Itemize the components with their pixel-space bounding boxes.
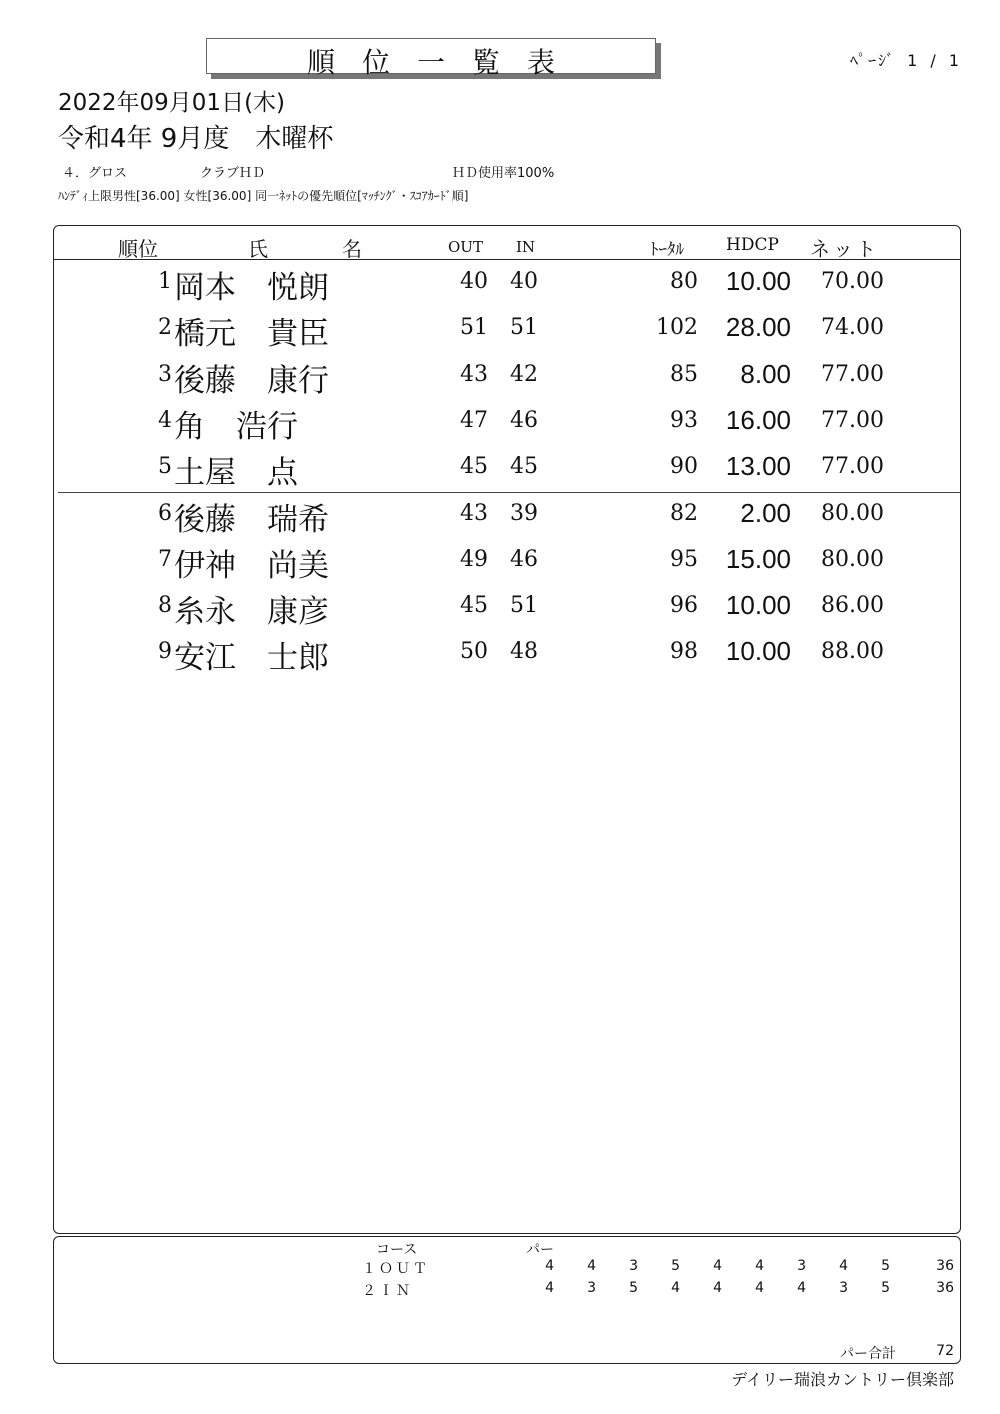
hole-par: 4 [755,1280,764,1296]
player-name: 橋元 貴臣 [174,316,329,352]
total-score: 82 [670,501,698,526]
total-score: 96 [670,593,698,618]
total-score: 102 [656,315,698,340]
out-score: 50 [460,639,488,664]
in-score: 51 [510,593,538,618]
table-row [54,583,960,629]
total-score: 90 [670,454,698,479]
rank-cell: 9 [158,639,172,664]
handicap-rate: ＨＤ使用率100% [452,166,555,181]
hole-par: 3 [839,1280,848,1296]
handicap-type: クラブＨＤ [200,166,266,181]
out-score: 51 [460,315,488,340]
header-hdcp: HDCP [726,235,779,255]
header-name-family: 氏 [248,237,268,261]
hdcp-value: 28.00 [725,312,791,342]
net-score: 77.00 [821,408,884,433]
hdcp-value: 2.00 [740,498,791,528]
page-total: 1 [948,51,962,70]
header-out: OUT [448,238,483,256]
table-row [54,259,960,305]
rank-cell: 6 [158,501,172,526]
page-current: 1 [907,51,920,70]
in-score: 40 [510,269,538,294]
page-indicator [850,48,961,71]
hole-par: 4 [587,1258,596,1274]
course-name: ２ＩＮ [362,1283,413,1299]
out-score: 45 [460,454,488,479]
par-total-label: パー合計 [840,1346,896,1362]
net-score: 77.00 [821,362,884,387]
player-name: 安江 士郎 [174,640,329,676]
net-score: 70.00 [821,269,884,294]
hdcp-value: 8.00 [740,359,791,389]
hole-par: 4 [839,1258,848,1274]
player-name: 伊神 尚美 [174,548,329,584]
club-name: デイリー瑞浪カントリー倶楽部 [731,1370,954,1389]
in-score: 46 [510,547,538,572]
par-total-value: 72 [936,1343,954,1359]
course-par-total: 36 [936,1280,954,1296]
rank-cell: 7 [158,547,172,572]
table-row [54,629,960,675]
player-name: 糸永 康彦 [174,594,329,630]
table-row [54,305,960,351]
total-score: 93 [670,408,698,433]
out-score: 40 [460,269,488,294]
course-name: １ＯＵＴ [362,1261,430,1277]
in-score: 45 [510,454,538,479]
out-score: 45 [460,593,488,618]
hole-par: 5 [629,1280,638,1296]
player-name: 岡本 悦朗 [174,270,329,306]
par-label: パー [526,1242,554,1258]
hole-par: 4 [755,1258,764,1274]
page-title: 順位一覧表 [306,46,582,79]
table-row [54,398,960,444]
total-score: 98 [670,639,698,664]
hole-par: 5 [881,1258,890,1274]
player-name: 後藤 康行 [174,363,329,399]
page-sep: / [930,51,938,70]
net-score: 86.00 [821,593,884,618]
hole-par: 4 [671,1280,680,1296]
total-score: 80 [670,269,698,294]
hdcp-value: 10.00 [725,636,791,666]
results-panel [53,225,961,1234]
handicap-rule: ﾊﾝﾃﾞｨ上限男性[36.00] 女性[36.00] 同一ﾈｯﾄの優先順位[ﾏｯﾁﾝｸﾞ・ｽｺｱｶｰﾄﾞ順] [58,189,469,203]
in-score: 42 [510,362,538,387]
header-total: ﾄｰﾀﾙ [650,240,684,260]
scoring-method: ４．グロス [62,166,128,181]
hole-par: 3 [587,1280,596,1296]
hole-par: 4 [713,1258,722,1274]
hdcp-value: 10.00 [725,266,791,296]
in-score: 39 [510,501,538,526]
rank-cell: 1 [158,269,172,294]
hole-par: 3 [797,1258,806,1274]
hole-par: 4 [797,1280,806,1296]
in-score: 46 [510,408,538,433]
table-row [54,352,960,398]
hdcp-value: 13.00 [725,451,791,481]
hole-par: 5 [671,1258,680,1274]
header-in: IN [516,238,536,256]
hole-par: 4 [545,1280,554,1296]
header-net: ネット [810,237,879,261]
table-row [54,491,960,537]
hole-par: 5 [881,1280,890,1296]
header-name-given: 名 [342,237,362,261]
out-score: 49 [460,547,488,572]
net-score: 88.00 [821,639,884,664]
rank-cell: 5 [158,454,172,479]
table-header [54,226,960,260]
net-score: 77.00 [821,454,884,479]
in-score: 51 [510,315,538,340]
rank-cell: 4 [158,408,172,433]
in-score: 48 [510,639,538,664]
rank-cell: 3 [158,362,172,387]
rank-cell: 2 [158,315,172,340]
player-name: 後藤 瑞希 [174,502,329,538]
event-name: 令和4年 9月度 木曜杯 [58,124,334,154]
header-rank: 順位 [118,237,158,261]
course-label: コース [376,1242,418,1258]
player-name: 土屋 点 [174,455,298,491]
table-row [54,537,960,583]
page-label: ﾍﾟｰｼﾞ [850,51,897,70]
net-score: 74.00 [821,315,884,340]
out-score: 47 [460,408,488,433]
table-row [54,444,960,490]
hole-par: 3 [629,1258,638,1274]
hole-par: 4 [713,1280,722,1296]
total-score: 85 [670,362,698,387]
net-score: 80.00 [821,501,884,526]
out-score: 43 [460,501,488,526]
rank-cell: 8 [158,593,172,618]
total-score: 95 [670,547,698,572]
course-par-total: 36 [936,1258,954,1274]
hole-par: 4 [545,1258,554,1274]
hdcp-value: 16.00 [725,405,791,435]
net-score: 80.00 [821,547,884,572]
player-name: 角 浩行 [174,409,298,445]
out-score: 43 [460,362,488,387]
hdcp-value: 15.00 [725,544,791,574]
title-box [206,38,656,79]
course-par-panel [53,1236,961,1364]
hdcp-value: 10.00 [725,590,791,620]
event-date: 2022年09月01日(木) [58,90,286,116]
